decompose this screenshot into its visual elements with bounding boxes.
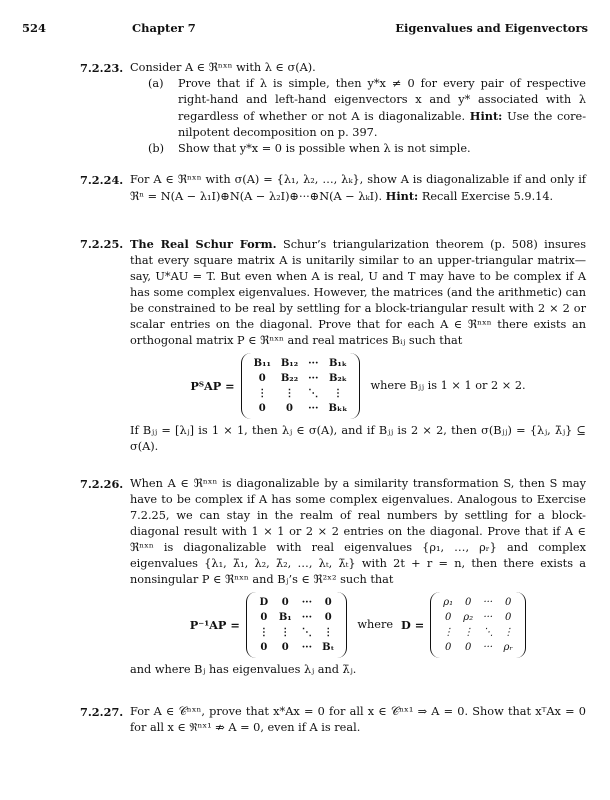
where-label: where [357,618,394,631]
hint-label: Hint: [469,109,503,123]
exercise-number: 7.2.25. [80,237,124,251]
exercise-text: For A ∈ 𝒞ⁿˣⁿ, prove that x*Ax = 0 for all x ∈ 𝒞ⁿˣ¹ ⇒ A = 0. Show that xᵀAx = 0 for all x ∈ ℜⁿˣ¹ ⇏ A = 0, even if A is real. [130,705,586,734]
exercise-intro: Consider A ∈ ℜⁿˣⁿ with λ ∈ σ(A). [130,61,316,74]
exercise-7-2-27 [80,704,586,736]
equation-note: where Bⱼⱼ is 1 × 1 or 2 × 2. [370,379,526,392]
exercise-7-2-26 [80,476,586,678]
matrix-cell: B₁₂ [280,358,299,369]
exercise-number: 7.2.23. [80,61,124,75]
matrix-cell: 0 [324,597,332,608]
matrix-cell: ··· [301,597,313,608]
exercise-number: 7.2.26. [80,477,124,491]
matrix-cell: ρ₁ [443,597,454,608]
matrix-cell: 0 [260,642,268,653]
exercise-text: Schur’s triangularization theorem (p. 508) insures that every square matrix A is unitarily similar to an upper-triangular matrix—say, U*AU = T. But even when A is real, U and T may have to be complex if A has some complex eigenvalues. However, the matrices (and the arithmetic) can be constrained to be real by settling for a block-triangular result with 2 × 2 or scalar entries on the diagonal. Prove that for each A ∈ ℜⁿˣⁿ there exists an orthogonal matrix P ∈ ℜⁿˣⁿ and real matrices Bᵢⱼ such that [130,238,587,347]
exercise-number: 7.2.27. [80,705,124,719]
hint-text: Recall Exercise 5.9.14. [421,190,554,203]
part-b [130,141,586,157]
part-b-text: Show that y*x = 0 is possible when λ is not simple. [178,142,471,155]
matrix-cell: ⋮ [280,627,291,638]
matrix-cell: 0 [445,642,452,653]
matrix-cell: Bₜ [322,642,335,653]
matrix-cell: 0 [258,403,266,414]
blockdiag-matrix [246,592,347,658]
matrix-cell: B₁ₖ [328,358,348,369]
matrix-cell: ρ₂ [463,612,474,623]
matrix-cell: B₁₁ [253,358,271,369]
part-label: (b) [148,142,165,155]
matrix-cell: ⋱ [308,388,319,399]
matrix-cell: ⋮ [258,627,269,638]
exercise-7-2-24 [80,172,586,205]
hint-text: Use the core-nilpotent decomposition on p. 397. [178,110,587,139]
matrix-cell: ρᵣ [503,642,513,653]
exercise-number: 7.2.24. [80,173,124,187]
matrix-cell: 0 [445,612,452,623]
equation-lhs: P⁻¹AP = [189,618,240,632]
matrix-cell: B₂₂ [280,373,299,384]
chapter-label: Chapter 7 [132,21,196,35]
running-title: Eigenvalues and Eigenvectors [395,21,588,35]
matrix-cell: ··· [301,612,313,623]
matrix-cell: ··· [483,597,493,608]
schur-matrix [241,353,361,419]
part-label: (a) [148,77,164,90]
matrix-cell: ⋮ [332,388,343,399]
matrix-cell: 0 [505,597,512,608]
matrix-cell: 0 [281,642,289,653]
section-title: The Real Schur Form. [130,237,277,251]
exercise-conclusion: and where Bⱼ has eigenvalues λⱼ and λ̄ⱼ. [130,663,357,676]
matrix-cell: B₁ [278,612,292,623]
matrix-cell: 0 [260,612,268,623]
matrix-cell: ⋱ [483,627,494,638]
matrix-cell: ··· [308,358,319,369]
matrix-cell: ⋮ [257,388,268,399]
schur-equation [130,353,586,419]
matrix-cell: 0 [505,612,512,623]
matrix-cell: 0 [281,597,289,608]
exercise-7-2-23 [80,60,587,157]
matrix-cell: ⋮ [323,627,334,638]
matrix-cell: 0 [465,597,472,608]
matrix-cell: 0 [324,612,332,623]
matrix-cell: ⋮ [443,627,454,638]
exercise-conclusion: If Bⱼⱼ = [λⱼ] is 1 × 1, then λⱼ ∈ σ(A), and if Bⱼⱼ is 2 × 2, then σ(Bⱼⱼ) = {λⱼ, λ̄ⱼ} ⊆ σ(A). [130,424,586,453]
matrix-cell: ··· [483,642,493,653]
matrix-cell: ··· [301,642,313,653]
page-number: 524 [22,21,47,35]
matrix-cell: ··· [308,373,319,384]
matrix-cell: ··· [483,612,493,623]
matrix-cell: ⋱ [301,627,312,638]
exercise-text: When A ∈ ℜⁿˣⁿ is diagonalizable by a similarity transformation S, then S may have to be complex if A has some complex eigenvalues. Analogous to Exercise 7.2.25, we can stay in the realm of real numbers by settling for a block-diagonal result with 1 × 1 or 2 × 2 entries on the diagonal. Prove that if A ∈ ℜⁿˣⁿ is diagonalizable with real eigenvalues {ρ₁, …, ρᵣ} and complex eigenvalues {λ₁, λ̄₁, λ₂, λ̄₂, …, λₜ, λ̄ₜ} with 2t + r = n, then there exists a nonsingular P ∈ ℜⁿˣⁿ and Bⱼ’s ∈ ℜ²ˣ² such that [130,477,586,586]
matrix-cell: ⋮ [284,388,295,399]
blockdiag-equation [130,592,586,658]
page-header [22,20,588,38]
matrix-cell: ⋮ [503,627,514,638]
equation-lhs: PᵀAP = [190,379,235,393]
matrix-cell: Bₖₖ [328,403,348,414]
matrix-cell: 0 [258,373,266,384]
matrix-cell: ⋮ [463,627,474,638]
hint-label: Hint: [385,189,419,203]
part-a-text: Prove that if λ is simple, then y*x ≠ 0 for every pair of respective right-hand and left-hand eigenvectors x and y* associated with λ regardless of whether or not A is diagonalizable. [178,77,586,123]
matrix-cell: D [259,597,269,608]
matrix-cell: 0 [285,403,293,414]
diag-matrix-d [430,592,526,658]
part-a [130,76,586,141]
d-lhs: D = [401,618,425,632]
matrix-cell: ··· [308,403,319,414]
exercise-7-2-25 [80,236,587,455]
matrix-cell: B₂ₖ [328,373,348,384]
matrix-cell: 0 [465,642,472,653]
exercise-text: For A ∈ ℜⁿˣⁿ with σ(A) = {λ₁, λ₂, …, λₖ}, show A is diagonalizable if and only if ℜⁿ = N(A − λ₁I)⊕N(A − λ₂I)⊕···⊕N(A − λₖI). [130,173,586,203]
